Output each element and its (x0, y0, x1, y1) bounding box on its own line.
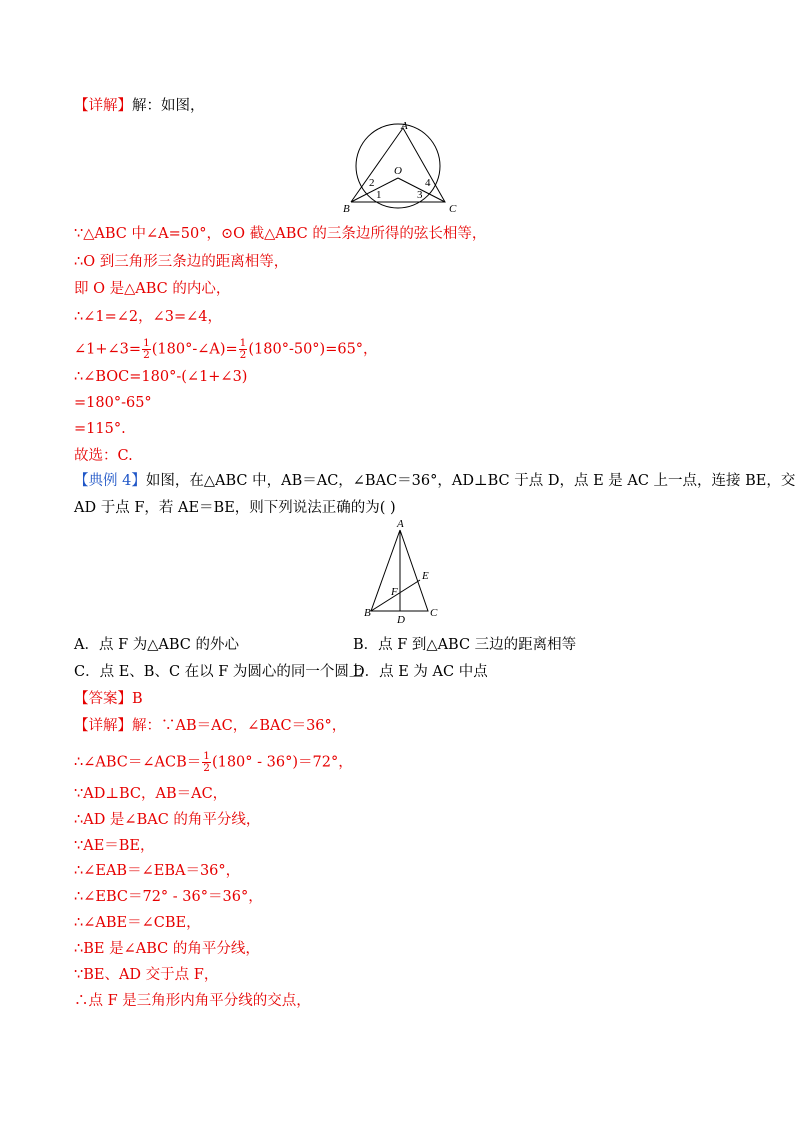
fig2-label-e: E (422, 570, 429, 582)
example4-label: 【典例 4】 (74, 473, 146, 489)
example4-question-1: 如图，在△ABC 中，AB＝AC，∠BAC＝36°，AD⊥BC 于点 D，点 E 是 AC 上一点，连接 BE，交 (145, 473, 796, 489)
s2-line-6: ∴∠EBC＝72° - 36°＝36°， (74, 889, 263, 905)
fig1-label-a: A (401, 120, 408, 132)
s2-line-2: ∵AD⊥BC，AB＝AC， (74, 786, 228, 802)
figure-circle-triangle (338, 118, 468, 218)
fig1-label-c: C (449, 203, 457, 215)
solution-heading-1 (74, 97, 205, 115)
fig2-label-f: F (391, 586, 398, 598)
option-a: A．点 F 为△ABC 的外心 (74, 637, 240, 653)
option-c: C．点 E、B、C 在以 F 为圆心的同一个圆上 (74, 664, 364, 680)
option-d: D．点 E 为 AC 中点 (353, 664, 488, 680)
s1-eq-end: (180°-50°)=65°， (248, 341, 378, 358)
s2-line-4: ∵AE＝BE， (74, 838, 155, 854)
s2-first: 解：∵AB＝AC，∠BAC＝36°， (132, 718, 347, 734)
s1-fraction-2: $\frac{1}{2}$ (239, 337, 247, 361)
s2-line-9: ∵BE、AD 交于点 F， (74, 967, 219, 983)
s1-fraction-1: $\frac{1}{2}$ (143, 337, 150, 361)
fig1-angle-1: 1 (376, 189, 382, 201)
s1-eq-prefix: ∠1+∠3= (74, 341, 142, 358)
detail-label: 【详解】 (74, 98, 132, 114)
s1-equation (74, 338, 378, 361)
fig1-angle-3: 3 (417, 189, 423, 201)
s1-line-7: =115°. (74, 421, 126, 437)
s1-line-1: ∵△ABC 中∠A=50°，⊙O 截△ABC 的三条边所得的弦长相等， (74, 226, 487, 242)
fig2-label-c: C (430, 607, 438, 619)
s2-eq-prefix: ∴∠ABC＝∠ACB＝ (74, 754, 202, 771)
answer-line (74, 690, 143, 708)
s1-line-3: 即 O 是△ABC 的内心， (74, 281, 231, 297)
s1-line-8: 故选：C. (74, 448, 133, 464)
solution-intro: 解：如图， (132, 98, 205, 114)
s2-line-1 (74, 717, 346, 735)
fig2-label-a: A (397, 518, 404, 530)
s2-eq-suffix: (180° - 36°)＝72°， (211, 754, 353, 771)
answer-value: B (132, 691, 143, 707)
s1-line-2: ∴O 到三角形三条边的距离相等， (74, 254, 289, 270)
detail-label-2: 【详解】 (74, 718, 132, 734)
option-b: B．点 F 到△ABC 三边的距离相等 (353, 637, 577, 653)
fig1-label-b: B (343, 203, 350, 215)
s2-fraction: $\frac{1}{2}$ (203, 750, 210, 774)
s1-line-5: ∴∠BOC=180°-(∠1+∠3) (74, 369, 248, 385)
figure-isosceles-triangle (355, 515, 455, 625)
fig1-angle-4: 4 (425, 177, 431, 189)
fig2-label-d: D (397, 614, 405, 625)
s1-line-6: =180°-65° (74, 395, 152, 411)
s1-line-4: ∴∠1=∠2，∠3=∠4， (74, 309, 223, 325)
s2-equation (74, 751, 353, 774)
fig1-angle-2: 2 (369, 177, 375, 189)
s2-line-3: ∴AD 是∠BAC 的角平分线， (74, 812, 261, 828)
example4-question-line-1 (74, 472, 795, 490)
s2-line-8: ∴BE 是∠ABC 的角平分线， (74, 941, 260, 957)
answer-label: 【答案】 (74, 691, 132, 707)
s1-eq-mid: (180°-∠A)= (151, 341, 238, 358)
example4-question-line-2: AD 于点 F，若 AE＝BE，则下列说法正确的为( ) (74, 500, 396, 516)
s2-line-10: ∴点 F 是三角形内角平分线的交点， (74, 993, 311, 1009)
s2-line-7: ∴∠ABE＝∠CBE， (74, 915, 201, 931)
fig2-label-b: B (364, 607, 371, 619)
s2-line-5: ∴∠EAB＝∠EBA＝36°， (74, 863, 241, 879)
fig1-label-o: O (394, 165, 402, 177)
